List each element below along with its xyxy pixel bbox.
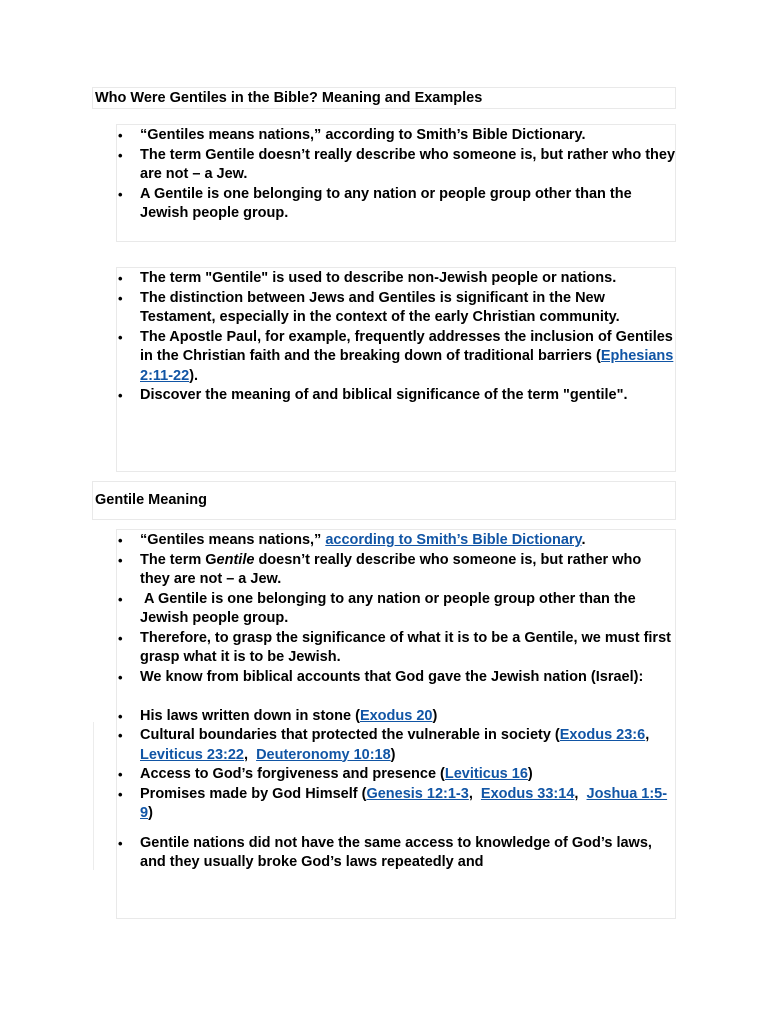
- list-item: • The term "Gentile" is used to describe non-Jewish people or nations.: [117, 269, 675, 289]
- link-joshua-1-5-9[interactable]: Joshua 1:5-9: [140, 785, 668, 821]
- bullet-icon: •: [118, 271, 123, 286]
- bullet-icon: •: [118, 728, 123, 743]
- list-item: • The distinction between Jews and Gentiles is significant in the New Testament, especially in the context of the early Christian community.: [118, 289, 620, 325]
- summary-list: [117, 126, 675, 224]
- spacer: [117, 687, 675, 707]
- page-title: [92, 87, 676, 109]
- bullet-icon: •: [118, 533, 123, 548]
- bullet-icon: •: [118, 147, 123, 163]
- meaning-list: [117, 531, 675, 873]
- list-item: • Therefore, to grasp the significance of what it is to be a Gentile, we must first grasp what it is to be Jewish.: [118, 629, 671, 665]
- divider: [93, 722, 94, 870]
- list-item: • A Gentile is one belonging to any nation or people group other than the Jewish people group.: [118, 590, 636, 626]
- bullet-icon: •: [118, 552, 123, 568]
- overview-box: [116, 267, 676, 472]
- list-item: • Gentile nations did not have the same access to knowledge of God’s laws, and they usually broke God’s laws repeatedly and: [118, 834, 652, 870]
- bullet-icon: •: [118, 835, 123, 851]
- list-item: • Promises made by God Himself (Genesis 12:1-3, Exodus 33:14, Joshua 1:5-9): [118, 785, 668, 821]
- link-deuteronomy-10-18[interactable]: Deuteronomy 10:18: [256, 746, 391, 763]
- section-heading-text: Gentile Meaning: [95, 492, 207, 508]
- link-leviticus-16[interactable]: Leviticus 16: [444, 766, 528, 782]
- list-item: • Access to God’s forgiveness and presence (Leviticus 16): [117, 765, 675, 785]
- bullet-icon: •: [118, 128, 123, 143]
- link-ephesians[interactable]: Ephesians 2:11-22: [140, 348, 674, 384]
- summary-box: [116, 124, 676, 242]
- list-item: • We know from biblical accounts that God gave the Jewish nation (Israel):: [117, 668, 675, 688]
- page-title-text: Who Were Gentiles in the Bible? Meaning and Examples: [95, 90, 483, 106]
- link-exodus-23-6[interactable]: Exodus 23:6: [559, 727, 646, 743]
- link-smiths-bible-dictionary[interactable]: according to Smith’s Bible Dictionary: [325, 532, 582, 548]
- bullet-icon: •: [118, 591, 123, 607]
- bullet-icon: •: [118, 329, 123, 345]
- spacer: [117, 824, 675, 834]
- section-heading: [92, 481, 676, 520]
- list-item: • His laws written down in stone (Exodus 20): [117, 707, 675, 727]
- bullet-icon: •: [118, 630, 123, 646]
- list-item: • “Gentiles means nations,” according to Smith’s Bible Dictionary.: [117, 126, 675, 146]
- list-item: • “Gentiles means nations,” according to Smith’s Bible Dictionary.: [117, 531, 675, 551]
- list-item: • The term Gentile doesn’t really describe who someone is, but rather who they are not – a Jew.: [118, 146, 676, 182]
- link-leviticus-23-22[interactable]: Leviticus 23:22: [140, 746, 244, 763]
- list-item: • The Apostle Paul, for example, frequently addresses the inclusion of Gentiles in the Christian faith and the breaking down of traditional barriers (Ephesians 2:11-22).: [118, 328, 674, 384]
- list-item: • Discover the meaning of and biblical significance of the term "gentile".: [117, 386, 675, 406]
- link-genesis-12-1-3[interactable]: Genesis 12:1-3: [366, 785, 469, 802]
- bullet-icon: •: [118, 388, 123, 403]
- list-item: • A Gentile is one belonging to any nation or people group other than the Jewish people group.: [118, 185, 632, 221]
- bullet-icon: •: [118, 290, 123, 306]
- bullet-icon: •: [118, 708, 123, 724]
- meaning-box: [116, 529, 676, 919]
- link-exodus-20[interactable]: Exodus 20: [359, 707, 433, 724]
- list-item: • The term Gentile doesn’t really describe who someone is, but rather who they are not – a Jew.: [118, 551, 642, 587]
- list-item: • Cultural boundaries that protected the vulnerable in society (Exodus 23:6, Leviticus 23:22, Deuteronomy 10:18): [118, 727, 654, 763]
- bullet-icon: •: [118, 669, 123, 685]
- bullet-icon: •: [118, 186, 123, 202]
- bullet-icon: •: [118, 767, 123, 782]
- overview-list: [117, 269, 675, 406]
- link-exodus-33-14[interactable]: Exodus 33:14: [480, 785, 575, 802]
- bullet-icon: •: [118, 786, 123, 802]
